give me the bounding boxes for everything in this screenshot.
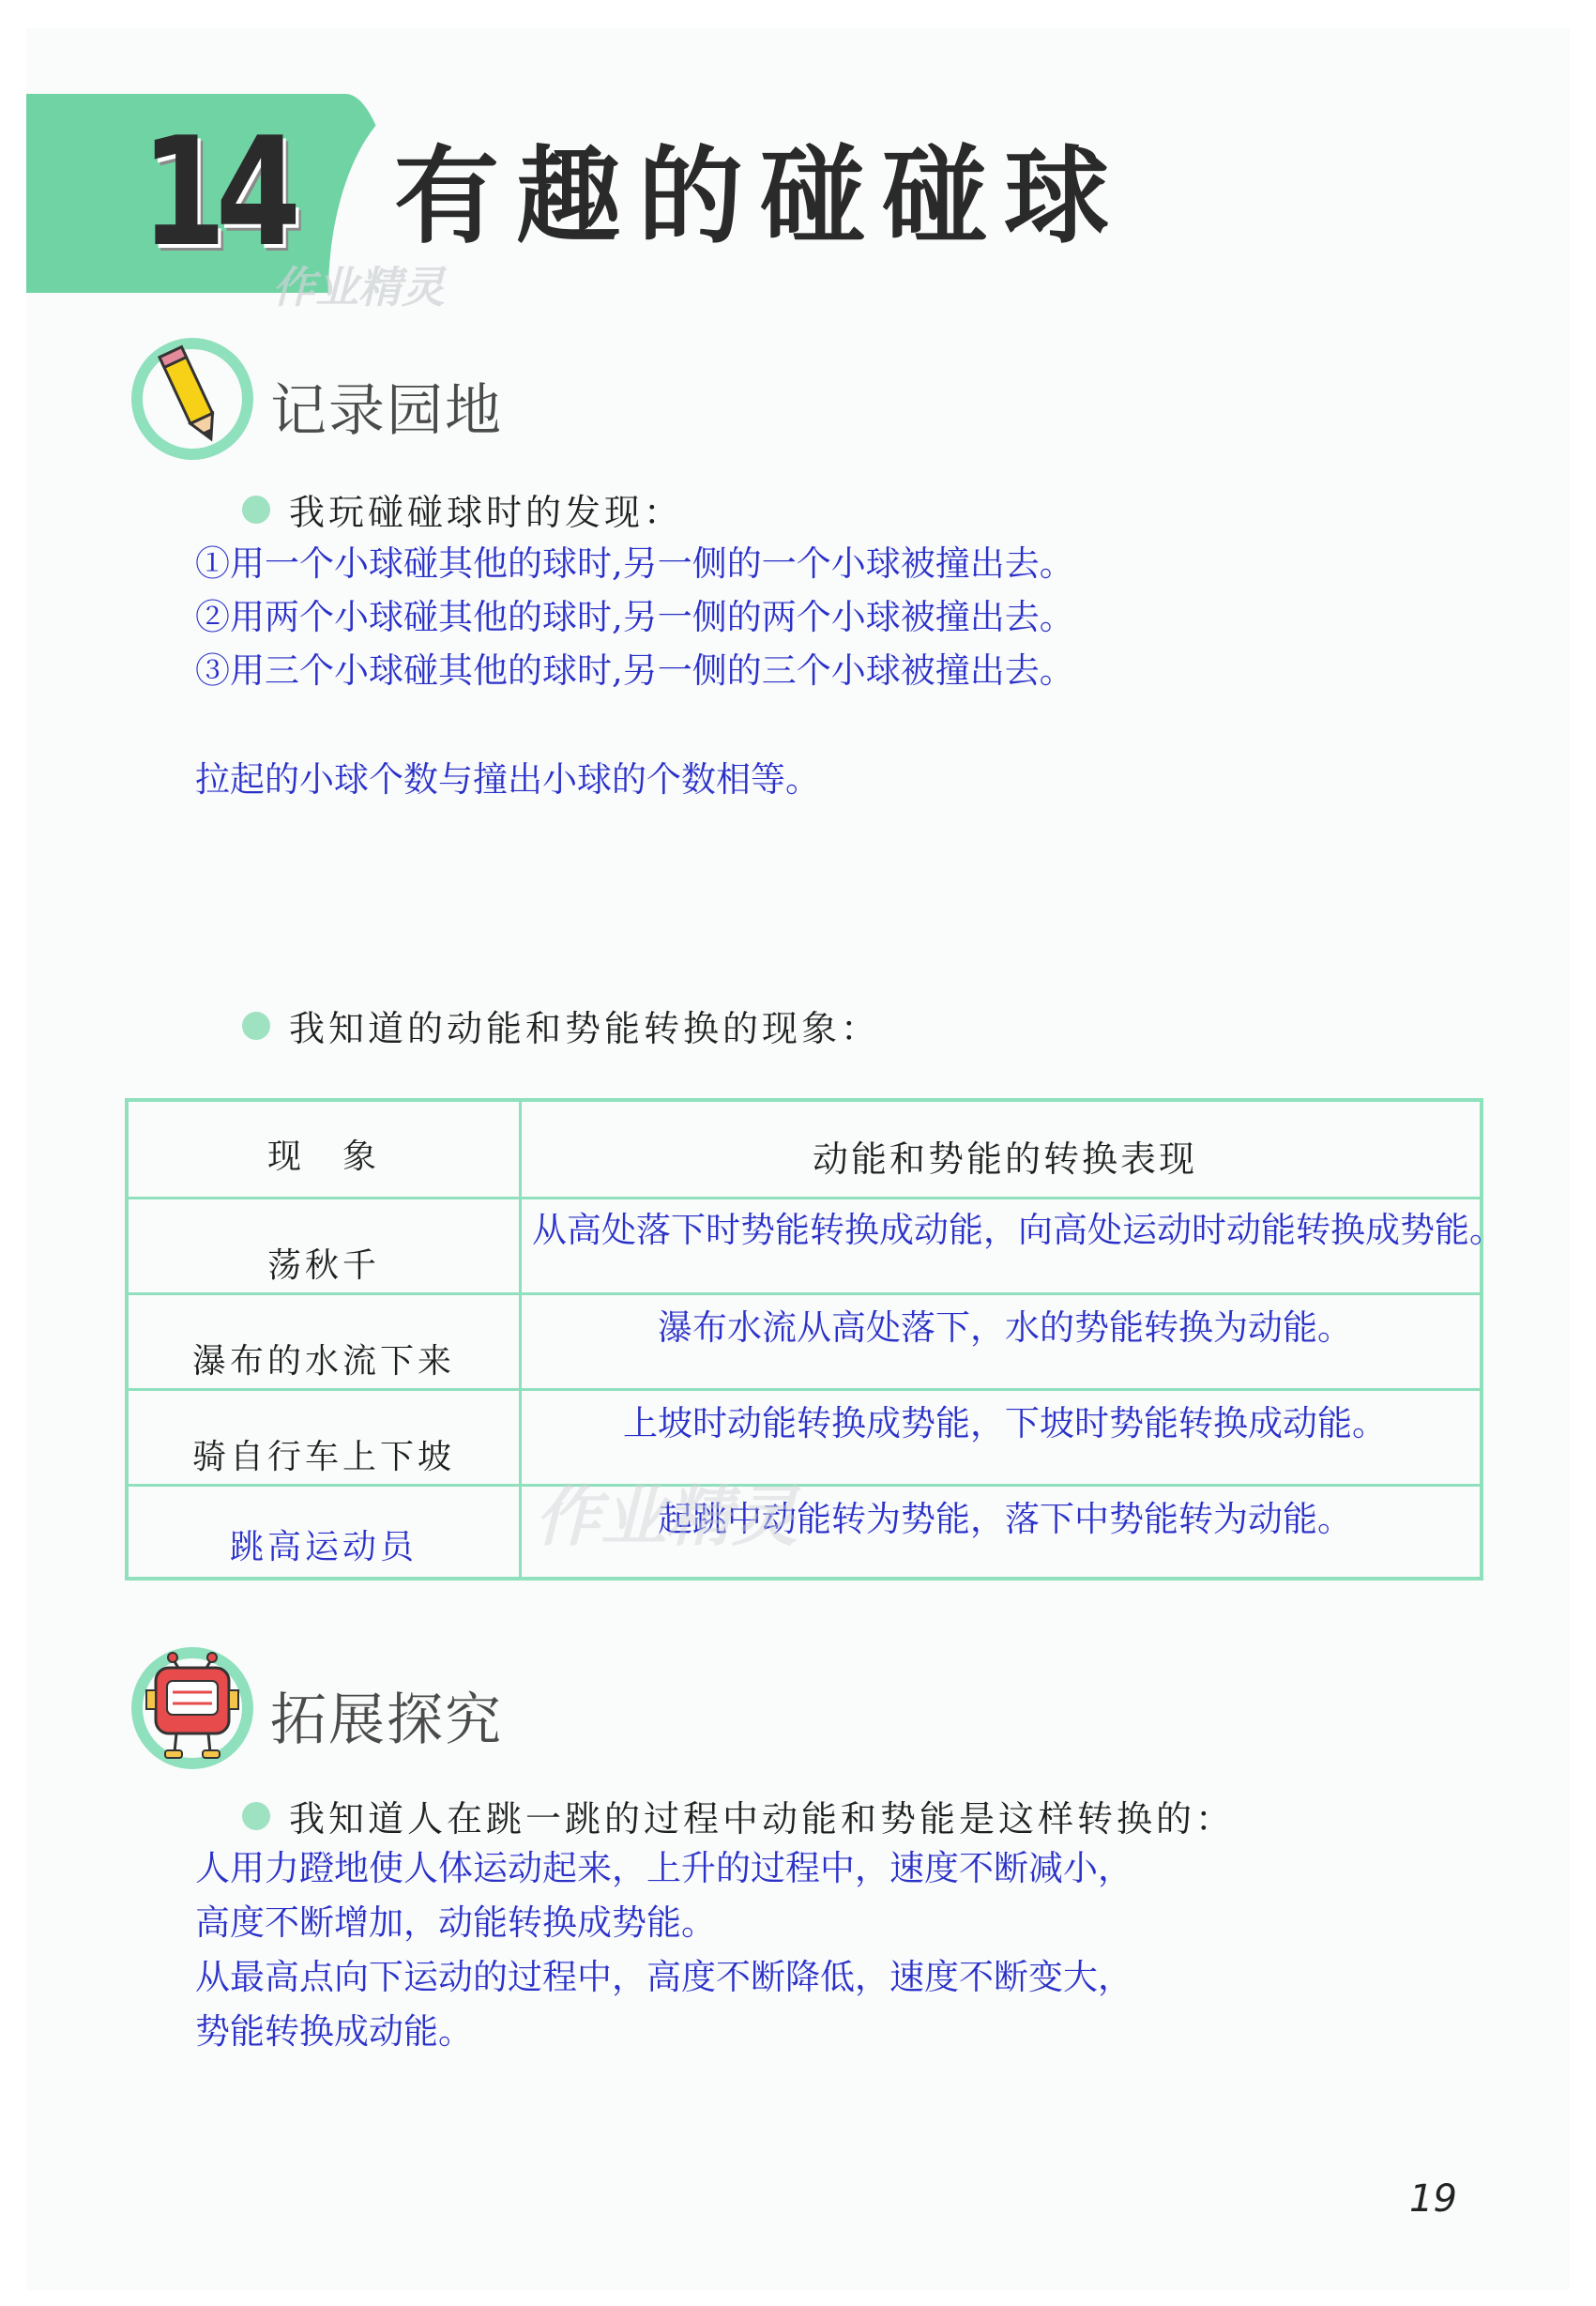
phenomenon-cell: 骑自行车上下坡 [191,1438,455,1476]
robot-icon [131,1647,253,1769]
section-title-extend: 拓展探究 [270,1688,503,1753]
finding-line-1: ①用一个小球碰其他的球时,另一侧的一个小球被撞出去。 [195,543,1074,584]
watermark: 作业精灵 [272,262,445,313]
finding-line-2: ②用两个小球碰其他的球时,另一侧的两个小球被撞出去。 [195,597,1074,637]
table-row [129,1487,1480,1581]
bullet-dot [242,1802,270,1830]
jump-answer-line-4: 势能转换成动能。 [195,2011,473,2052]
conversion-cell: 从高处落下时势能转换成动能，向高处运动时动能转换成势能。 [532,1210,1504,1250]
finding-conclusion: 拉起的小球个数与撞出小球的个数相等。 [195,759,820,800]
watermark: 作业精灵 [535,1478,798,1555]
bullet-dot [242,1012,270,1040]
finding-line-3: ③用三个小球碰其他的球时,另一侧的三个小球被撞出去。 [195,650,1074,691]
bullet-dot [242,496,270,524]
conversion-cell: 上坡时动能转换成势能，下坡时势能转换成动能。 [623,1403,1387,1443]
section-title-record: 记录园地 [270,378,503,444]
prompt-jump-energy: 我知道人在跳一跳的过程中动能和势能是这样转换的： [289,1798,1236,1840]
page-number: 19 [1409,2177,1457,2221]
jump-answer-line-3: 从最高点向下运动的过程中，高度不断降低，速度不断变大， [195,1957,1132,1997]
prompt-energy-conversion: 我知道的动能和势能转换的现象： [289,1008,881,1049]
header-phenomenon: 现 象 [266,1138,380,1176]
lesson-title: 有趣的碰碰球 [394,136,1126,258]
table-row [129,1391,1480,1487]
jump-answer-line-1: 人用力蹬地使人体运动起来，上升的过程中，速度不断减小， [195,1848,1132,1888]
phenomenon-cell: 瀑布的水流下来 [191,1342,455,1381]
phenomenon-cell: 荡秋千 [266,1246,380,1285]
table-row [129,1295,1480,1391]
table-row [129,1199,1504,1295]
prompt-collision-findings: 我玩碰碰球时的发现： [289,492,684,533]
energy-conversion-table [125,1098,1504,1581]
pencil-icon [131,338,253,460]
conversion-cell: 起跳中动能转为势能，落下中势能转为动能。 [658,1499,1352,1539]
header-conversion: 动能和势能的转换表现 [812,1138,1197,1180]
table-header-row [129,1102,1480,1199]
phenomenon-cell: 跳高运动员 [229,1528,418,1566]
conversion-cell: 瀑布水流从高处落下，水的势能转换为动能。 [658,1307,1352,1348]
lesson-number: 14 [141,104,291,280]
jump-answer-line-2: 高度不断增加，动能转换成势能。 [195,1902,716,1943]
